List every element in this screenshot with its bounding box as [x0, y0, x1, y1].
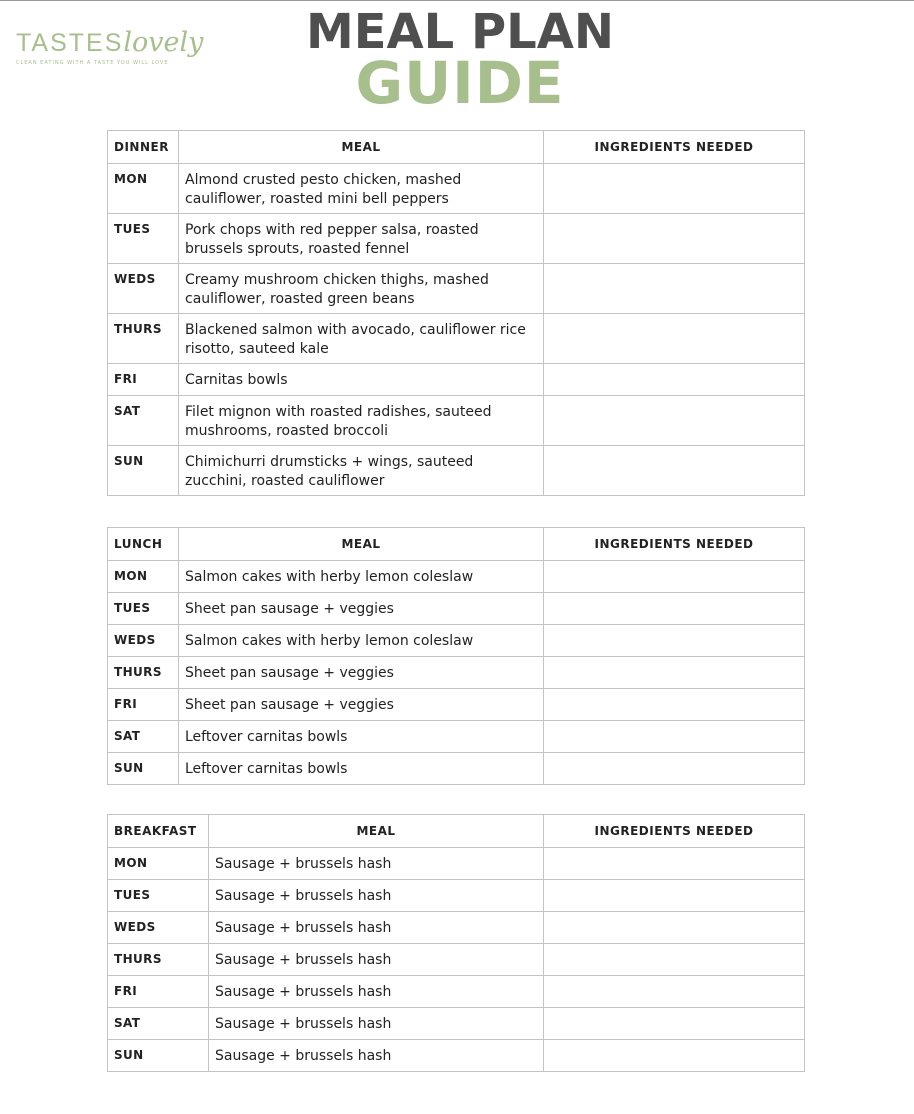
ingredients-cell[interactable] — [544, 944, 805, 976]
meal-cell: Sausage + brussels hash — [209, 880, 544, 912]
meal-cell: Sheet pan sausage + veggies — [179, 657, 544, 689]
table-row — [108, 657, 805, 689]
logo-tagline: CLEAN EATING WITH A TASTE YOU WILL LOVE — [16, 60, 169, 66]
meal-column-header: MEAL — [179, 131, 544, 164]
meal-cell: Salmon cakes with herby lemon coleslaw — [179, 625, 544, 657]
meal-cell: Creamy mushroom chicken thighs, mashed cauliflower, roasted green beans — [179, 264, 544, 314]
ingredients-cell[interactable] — [544, 314, 805, 364]
day-cell: MON — [108, 848, 209, 880]
day-cell: SAT — [108, 396, 179, 446]
ingredients-cell[interactable] — [544, 1040, 805, 1072]
meal-cell: Sausage + brussels hash — [209, 1040, 544, 1072]
ingredients-cell[interactable] — [544, 657, 805, 689]
logo-word: TASTES — [16, 29, 124, 57]
day-cell: SUN — [108, 753, 179, 785]
day-cell: THURS — [108, 657, 179, 689]
lunch-table — [107, 527, 805, 785]
table-row — [108, 164, 805, 214]
table-row — [108, 561, 805, 593]
logo-script: lovely — [123, 27, 204, 58]
meal-column-header: MEAL — [209, 815, 544, 848]
meal-cell: Blackened salmon with avocado, cauliflower rice risotto, sauteed kale — [179, 314, 544, 364]
ingredients-cell[interactable] — [544, 848, 805, 880]
day-cell: TUES — [108, 880, 209, 912]
meal-cell: Chimichurri drumsticks + wings, sauteed zucchini, roasted cauliflower — [179, 446, 544, 496]
table-row — [108, 689, 805, 721]
day-cell: FRI — [108, 364, 179, 396]
table-row — [108, 1008, 805, 1040]
meal-cell: Sheet pan sausage + veggies — [179, 689, 544, 721]
day-cell: SAT — [108, 721, 179, 753]
table-row — [108, 396, 805, 446]
lunch-header-label: LUNCH — [108, 528, 179, 561]
page-title-line2: GUIDE — [355, 49, 565, 117]
meal-cell: Leftover carnitas bowls — [179, 721, 544, 753]
table-row — [108, 446, 805, 496]
table-header-row — [108, 815, 805, 848]
day-cell: SAT — [108, 1008, 209, 1040]
meal-cell: Filet mignon with roasted radishes, sauteed mushrooms, roasted broccoli — [179, 396, 544, 446]
ingredients-cell[interactable] — [544, 214, 805, 264]
meal-cell: Carnitas bowls — [179, 364, 544, 396]
meal-cell: Almond crusted pesto chicken, mashed cauliflower, roasted mini bell peppers — [179, 164, 544, 214]
page-title-line1: MEAL PLAN — [305, 4, 615, 60]
table-row — [108, 625, 805, 657]
ingredients-cell[interactable] — [544, 593, 805, 625]
ingredients-cell[interactable] — [544, 912, 805, 944]
table-row — [108, 593, 805, 625]
table-row — [108, 314, 805, 364]
table-row — [108, 976, 805, 1008]
ingredients-cell[interactable] — [544, 364, 805, 396]
ingredients-cell[interactable] — [544, 446, 805, 496]
table-row — [108, 364, 805, 396]
dinner-header-label: DINNER — [108, 131, 179, 164]
table-row — [108, 214, 805, 264]
logo-wordmark — [16, 28, 216, 58]
ingredients-cell[interactable] — [544, 753, 805, 785]
breakfast-table — [107, 814, 805, 1072]
day-cell: SUN — [108, 1040, 209, 1072]
table-header-row — [108, 528, 805, 561]
ingredients-cell[interactable] — [544, 976, 805, 1008]
ingredients-column-header: INGREDIENTS NEEDED — [544, 815, 805, 848]
table-header-row — [108, 131, 805, 164]
ingredients-cell[interactable] — [544, 625, 805, 657]
day-cell: FRI — [108, 976, 209, 1008]
ingredients-cell[interactable] — [544, 721, 805, 753]
top-border-line — [0, 0, 914, 1]
table-row — [108, 721, 805, 753]
meal-cell: Sausage + brussels hash — [209, 1008, 544, 1040]
meal-column-header: MEAL — [179, 528, 544, 561]
ingredients-cell[interactable] — [544, 689, 805, 721]
meal-cell: Sausage + brussels hash — [209, 912, 544, 944]
day-cell: SUN — [108, 446, 179, 496]
day-cell: MON — [108, 561, 179, 593]
ingredients-cell[interactable] — [544, 164, 805, 214]
meal-cell: Sausage + brussels hash — [209, 976, 544, 1008]
ingredients-cell[interactable] — [544, 880, 805, 912]
table-row — [108, 912, 805, 944]
meal-cell: Sausage + brussels hash — [209, 848, 544, 880]
table-row — [108, 264, 805, 314]
day-cell: WEDS — [108, 912, 209, 944]
meal-cell: Pork chops with red pepper salsa, roasted brussels sprouts, roasted fennel — [179, 214, 544, 264]
table-row — [108, 1040, 805, 1072]
meal-cell: Sheet pan sausage + veggies — [179, 593, 544, 625]
day-cell: TUES — [108, 214, 179, 264]
brand-logo — [16, 28, 216, 72]
ingredients-column-header: INGREDIENTS NEEDED — [544, 131, 805, 164]
ingredients-cell[interactable] — [544, 1008, 805, 1040]
meal-cell: Salmon cakes with herby lemon coleslaw — [179, 561, 544, 593]
meal-cell: Sausage + brussels hash — [209, 944, 544, 976]
day-cell: MON — [108, 164, 179, 214]
ingredients-column-header: INGREDIENTS NEEDED — [544, 528, 805, 561]
day-cell: THURS — [108, 944, 209, 976]
ingredients-cell[interactable] — [544, 561, 805, 593]
breakfast-header-label: BREAKFAST — [108, 815, 209, 848]
day-cell: FRI — [108, 689, 179, 721]
day-cell: WEDS — [108, 625, 179, 657]
day-cell: THURS — [108, 314, 179, 364]
meal-cell: Leftover carnitas bowls — [179, 753, 544, 785]
day-cell: WEDS — [108, 264, 179, 314]
table-row — [108, 880, 805, 912]
ingredients-cell[interactable] — [544, 264, 805, 314]
table-row — [108, 944, 805, 976]
ingredients-cell[interactable] — [544, 396, 805, 446]
table-row — [108, 753, 805, 785]
table-row — [108, 848, 805, 880]
dinner-table — [107, 130, 805, 496]
day-cell: TUES — [108, 593, 179, 625]
